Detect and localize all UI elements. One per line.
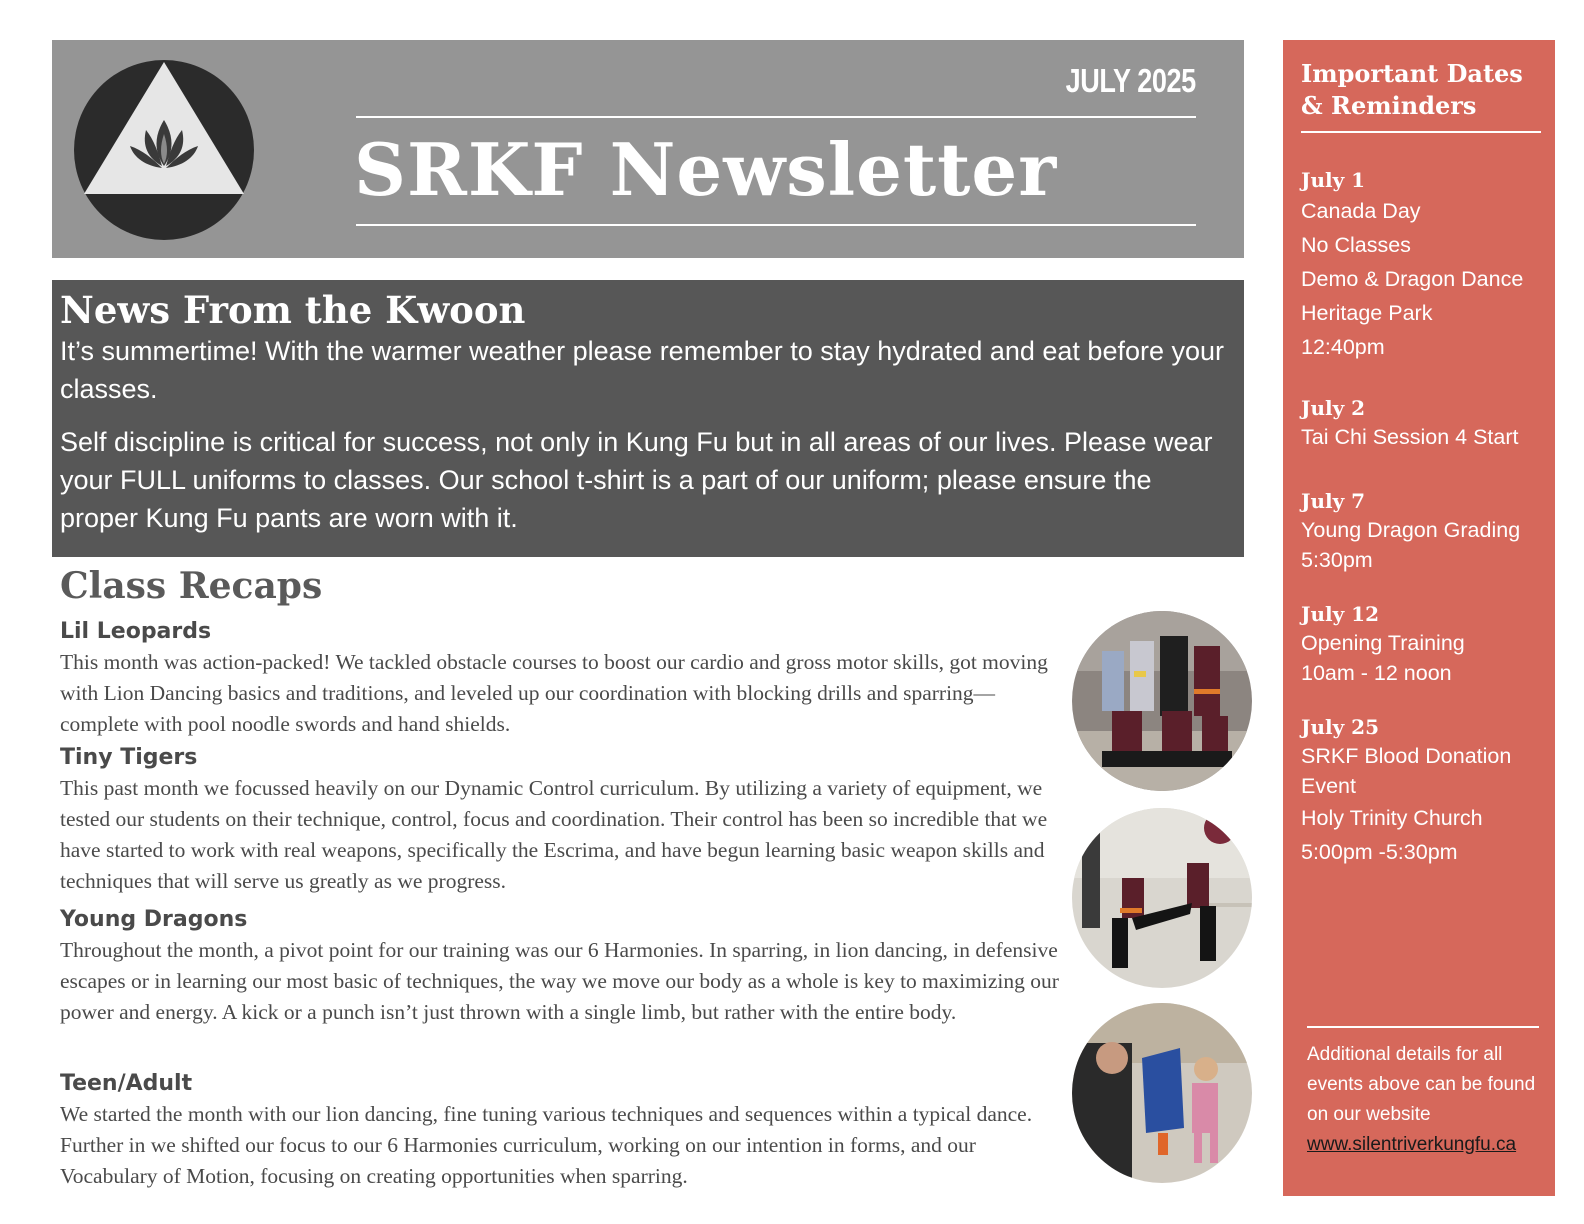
title-top-rule [356, 116, 1196, 118]
event-july-7 [1301, 487, 1551, 575]
lotus-logo-icon [72, 58, 256, 242]
recap-item [60, 1069, 1060, 1192]
newsletter-title: SRKF Newsletter [354, 127, 1058, 212]
recap-title: Young Dragons [60, 907, 248, 932]
issue-date: JULY 2025 [1065, 62, 1196, 99]
event-detail: Tai Chi Session 4 Start [1301, 425, 1519, 449]
shield-drill-photo [1072, 1003, 1252, 1183]
sidebar-note-text: Additional details for all events above can be found on our website [1307, 1044, 1536, 1125]
news-section [52, 280, 1244, 557]
event-date: July 25 [1301, 715, 1380, 739]
kicking-photo [1072, 808, 1252, 988]
event-detail: No Classes [1301, 233, 1411, 257]
recap-title: Tiny Tigers [60, 745, 198, 770]
event-date: July 2 [1301, 396, 1366, 420]
recap-title: Teen/Adult [60, 1071, 193, 1096]
title-bottom-rule [356, 224, 1196, 226]
sidebar-note [1307, 1040, 1547, 1160]
recap-body: This past month we focussed heavily on our Dynamic Control curriculum. By utilizing a variety of equipment, we tested our students on their technique, control, focus and coordination. Their control has been so incredible that we have started to work with real weapons, specifically the Escrima, and have begun learning basic weapon skills and techniques that will serve us greatly as we progress. [60, 776, 1048, 893]
event-detail: 5:00pm -5:30pm [1301, 840, 1458, 864]
recap-title: Lil Leopards [60, 619, 212, 644]
recap-body: Throughout the month, a pivot point for our training was our 6 Harmonies. In sparring, in lion dancing, in defensive escapes or in learning our most basic of techniques, the way we move our body as a whole is key to maximizing our power and energy. A kick or a punch isn’t just thrown with a single limb, but rather with the entire body. [60, 938, 1059, 1024]
event-detail: Demo & Dragon Dance [1301, 267, 1524, 291]
event-detail: Young Dragon Grading [1301, 518, 1521, 542]
group-photo [1072, 611, 1252, 791]
recap-body: This month was action-packed! We tackled obstacle courses to boost our cardio and gross motor skills, got moving with Lion Dancing basics and traditions, and leveled up our coordination with blocking drills and sparring—complete with pool noodle swords and hand shields. [60, 650, 1048, 736]
news-heading: News From the Kwoon [60, 288, 526, 332]
event-detail: Canada Day [1301, 199, 1421, 223]
website-link[interactable]: www.silentriverkungfu.ca [1307, 1134, 1517, 1155]
event-detail: Heritage Park [1301, 301, 1433, 325]
event-detail: Holy Trinity Church [1301, 806, 1483, 830]
event-date: July 1 [1301, 168, 1366, 192]
news-paragraph: Self discipline is critical for success, not only in Kung Fu but in all areas of our lives. Please wear your FULL uniforms to classes. Our school t-shirt is a part of our uniform; please ensure the proper Kung Fu pants are worn with it. [60, 427, 1213, 533]
event-detail: 12:40pm [1301, 335, 1385, 359]
class-recaps-heading: Class Recaps [60, 565, 323, 607]
sidebar-heading: Important Dates & Reminders [1301, 59, 1523, 120]
sidebar-footer-divider [1307, 1026, 1539, 1028]
event-date: July 7 [1301, 489, 1366, 513]
news-paragraph: It’s summertime! With the warmer weather please remember to stay hydrated and eat before your classes. [60, 336, 1225, 404]
event-july-2 [1301, 394, 1551, 452]
event-july-25 [1301, 713, 1551, 869]
newsletter-header [52, 40, 1244, 258]
recap-item [60, 905, 1060, 1028]
event-july-12 [1301, 600, 1551, 688]
event-detail: 10am - 12 noon [1301, 661, 1452, 685]
important-dates-sidebar [1283, 40, 1555, 1196]
recap-body: We started the month with our lion dancing, fine tuning various techniques and sequences within a typical dance. Further in we shifted our focus to our 6 Harmonies curriculum, working on our intention in forms, and our Vocabulary of Motion, focusing on creating opportunities when sparring. [60, 1102, 1033, 1188]
recap-item [60, 743, 1072, 897]
recap-item [60, 617, 1060, 740]
event-detail: 5:30pm [1301, 548, 1373, 572]
event-date: July 12 [1301, 602, 1380, 626]
sidebar-divider [1301, 131, 1541, 133]
event-july-1 [1301, 166, 1551, 364]
event-detail: Opening Training [1301, 631, 1465, 655]
event-detail: SRKF Blood Donation Event [1301, 744, 1512, 798]
